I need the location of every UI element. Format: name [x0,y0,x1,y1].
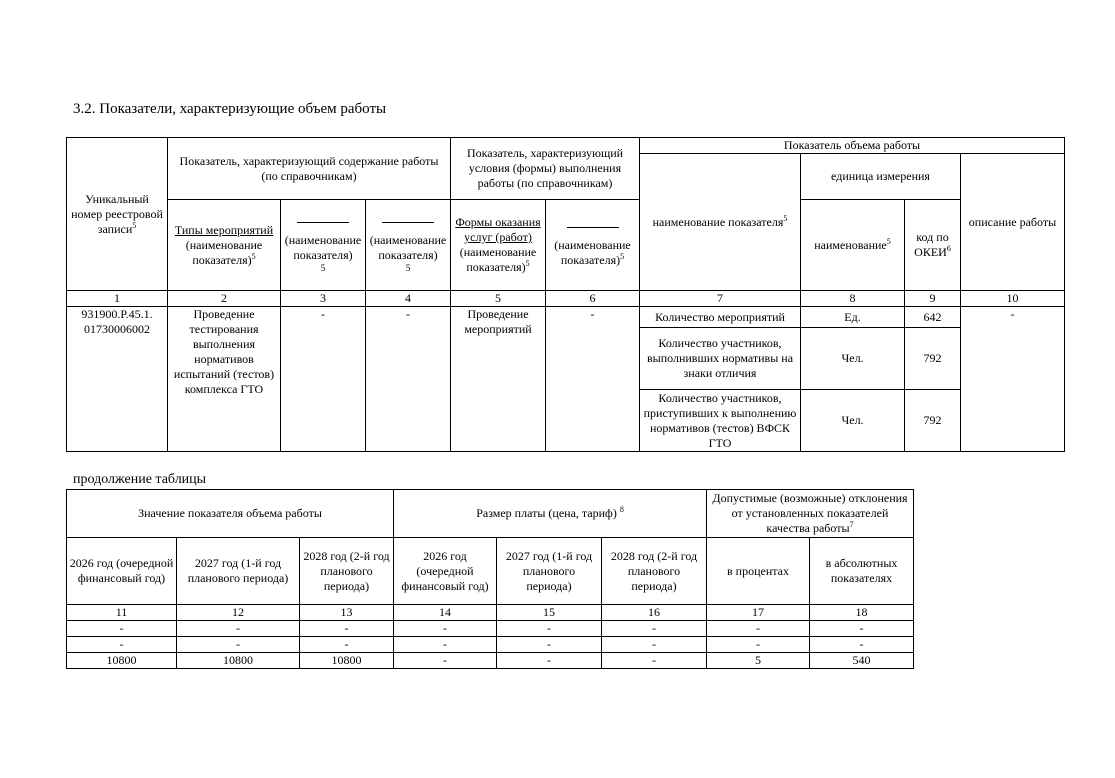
column-number: 2 [168,291,281,307]
cell: - [67,621,177,637]
header-indicator-name: наименование показателя$^5$ [640,154,801,291]
col3-value: - [281,307,366,452]
column-numbers-row [67,291,1065,307]
cell: 10800 [300,653,394,669]
column-number: 16 [602,605,707,621]
column-number: 9 [905,291,961,307]
header-year: 2027 год (1-й год планового периода) [177,538,300,605]
indicator-name: Количество участников, выполнивших нормативы на знаки отличия [640,328,801,390]
column-number: 8 [801,291,905,307]
cell: - [177,637,300,653]
header-volume-value-group: Значение показателя объема работы [67,490,394,538]
section-title: 3.2. Показатели, характеризующие объем работы [73,101,387,117]
column-number: 3 [281,291,366,307]
header-content-group: Показатель, характеризующий содержание работы (по справочникам) [168,138,451,200]
cell: - [394,637,497,653]
col4-value: - [366,307,451,452]
header-okei-code: код по ОКЕИ$^6$ [905,200,961,291]
header-col5: Формы оказания услуг (работ) (наименование показателя)$^5$ [451,200,546,291]
cell: - [497,653,602,669]
column-number: 15 [497,605,602,621]
column-number: 14 [394,605,497,621]
indicator-name: Количество участников, приступивших к выполнению нормативов (тестов) ВФСК ГТО [640,390,801,452]
col6-value: - [546,307,640,452]
header-work-description: описание работы [961,154,1065,291]
cell: - [300,637,394,653]
column-number: 6 [546,291,640,307]
header-col3: (наименование показателя) 5 [281,200,366,291]
table-row [67,653,914,669]
cell: - [497,637,602,653]
cell: - [394,653,497,669]
table-row [67,637,914,653]
column-number: 7 [640,291,801,307]
cell: - [810,637,914,653]
column-number: 12 [177,605,300,621]
indicator-unit: Ед. [801,307,905,328]
column-number: 1 [67,291,168,307]
cell: - [67,637,177,653]
header-year: 2026 год (очередной финансовый год) [67,538,177,605]
header-unit-name: наименование$^5$ [801,200,905,291]
header-fee-group: Размер платы (цена, тариф) $^8$ [394,490,707,538]
indicator-unit: Чел. [801,328,905,390]
header-year: 2027 год (1-й год планового периода) [497,538,602,605]
cell: - [810,621,914,637]
indicator-okei: 792 [905,390,961,452]
header-year: 2028 год (2-й год планового периода) [602,538,707,605]
cell: - [602,637,707,653]
cell: - [177,621,300,637]
cell: 10800 [177,653,300,669]
column-number: 4 [366,291,451,307]
cell: 540 [810,653,914,669]
cell: - [707,637,810,653]
column-number: 10 [961,291,1065,307]
cell: - [497,621,602,637]
column-number: 5 [451,291,546,307]
cell: 10800 [67,653,177,669]
header-unique-number: Уникальный номер реестровой записи$^5$ [67,138,168,291]
indicator-okei: 792 [905,328,961,390]
header-year: 2026 год (очередной финансовый год) [394,538,497,605]
header-col4: (наименование показателя) 5 [366,200,451,291]
header-volume-group: Показатель объема работы [640,138,1065,154]
column-number: 11 [67,605,177,621]
cell: - [394,621,497,637]
cell: - [602,621,707,637]
cell: - [602,653,707,669]
event-type: Проведение тестирования выполнения нормативов испытаний (тестов) комплекса ГТО [168,307,281,452]
volume-indicators-table [66,137,1065,452]
column-number: 17 [707,605,810,621]
header-unit-group: единица измерения [801,154,961,200]
work-description-value: - [961,307,1065,452]
header-col2: Типы мероприятий (наименование показателя)$^5$ [168,200,281,291]
header-deviation-group: Допустимые (возможные) отклонения от установленных показателей качества работы$^7$ [707,490,914,538]
header-conditions-group: Показатель, характеризующий условия (формы) выполнения работы (по справочникам) [451,138,640,200]
table-row [67,307,1065,328]
header-in-percent: в процентах [707,538,810,605]
header-year: 2028 год (2-й год планового периода) [300,538,394,605]
cell: 5 [707,653,810,669]
header-in-absolute: в абсолютных показателях [810,538,914,605]
indicator-okei: 642 [905,307,961,328]
cell: - [707,621,810,637]
column-numbers-row [67,605,914,621]
header-col6: (наименование показателя)$^5$ [546,200,640,291]
service-form: Проведение мероприятий [451,307,546,452]
column-number: 18 [810,605,914,621]
indicator-unit: Чел. [801,390,905,452]
column-number: 13 [300,605,394,621]
indicator-name: Количество мероприятий [640,307,801,328]
cell: - [300,621,394,637]
table-row [67,621,914,637]
registry-number: 931900.Р.45.1. 01730006002 [67,307,168,452]
volume-values-table [66,489,914,669]
continuation-label: продолжение таблицы [73,472,207,487]
